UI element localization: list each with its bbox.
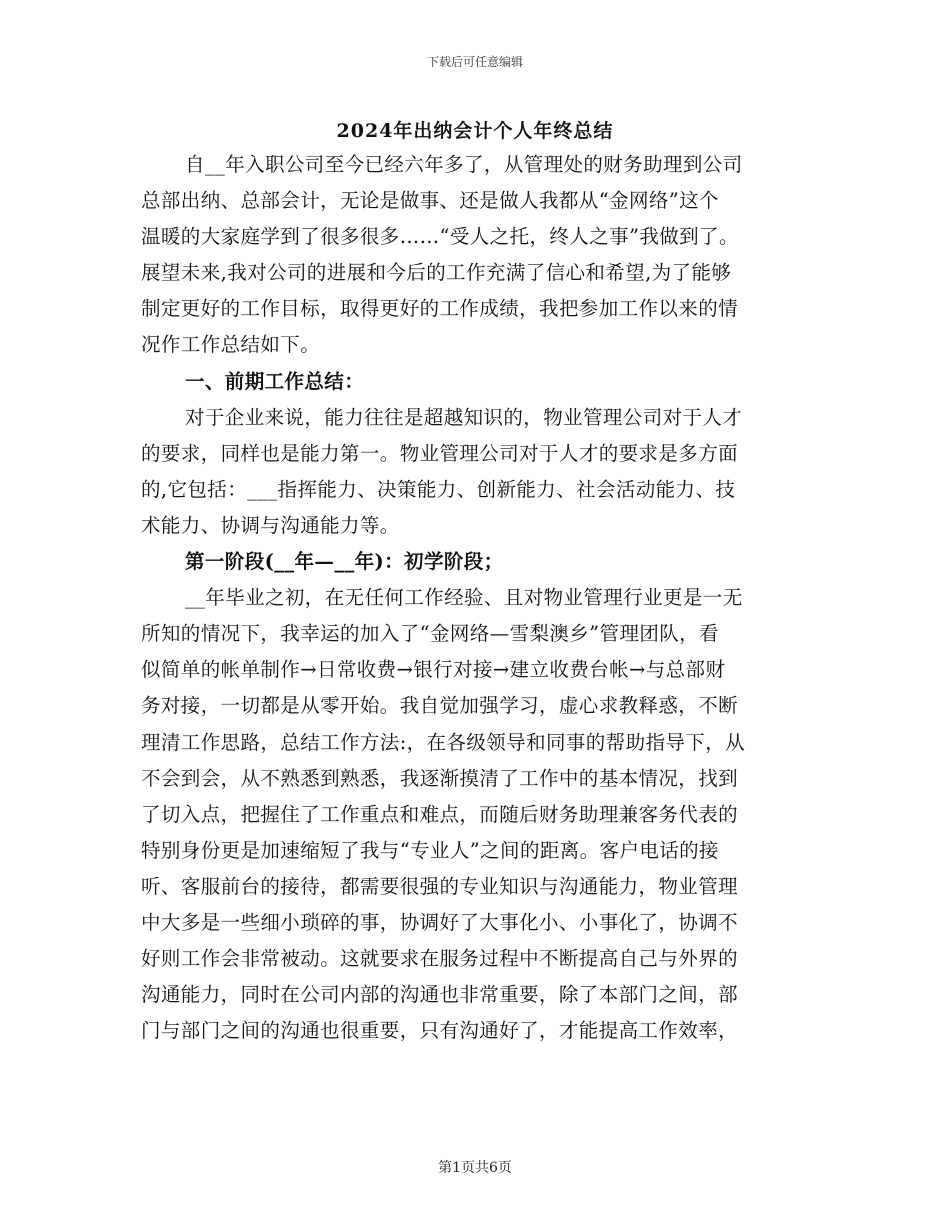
document-title: 2024年出纳会计个人年终总结 <box>336 120 614 142</box>
paragraph-line: 务对接，一切都是从零开始。我自觉加强学习，虚心求教释惑，不断 <box>141 694 739 718</box>
header-note: 下载后可任意编辑 <box>426 55 523 69</box>
paragraph-line: 自__年入职公司至今已经六年多了，从管理处的财务助理到公司 <box>185 153 743 176</box>
paragraph-line: 沟通能力，同时在公司内部的沟通也非常重要，除了本部门之间，部 <box>141 983 739 1007</box>
paragraph-line: 听、客服前台的接待，都需要很强的专业知识与沟通能力，物业管理 <box>141 874 739 898</box>
paragraph-line: 门与部门之间的沟通也很重要，只有沟通好了，才能提高工作效率， <box>141 1019 739 1043</box>
paragraph-line: 中大多是一些细小琐碎的事，协调好了大事化小、小事化了，协调不 <box>141 910 739 934</box>
paragraph-line: 展望未来,我对公司的进展和今后的工作充满了信心和希望,为了能够 <box>141 261 732 285</box>
paragraph-line: 的要求，同样也是能力第一。物业管理公司对于人才的要求是多方面 <box>141 441 739 465</box>
paragraph-line: 所知的情况下，我幸运的加入了“金网络—雪梨澳乡”管理团队，看 <box>141 622 719 646</box>
paragraph-line: 好则工作会非常被动。这就要求在服务过程中不断提高自己与外界的 <box>141 947 739 971</box>
paragraph-line: 术能力、协调与沟通能力等。 <box>141 513 400 537</box>
section-heading: 一、前期工作总结： <box>185 369 365 393</box>
paragraph-line: 了切入点，把握住了工作重点和难点，而随后财务助理兼客务代表的 <box>141 802 739 826</box>
document-body <box>141 147 803 1049</box>
paragraph-line: 似简单的帐单制作→日常收费→银行对接→建立收费台帐→与总部财 <box>141 658 726 682</box>
paragraph-line: 况作工作总结如下。 <box>141 333 321 357</box>
paragraph-line: 不会到会，从不熟悉到熟悉，我逐渐摸清了工作中的基本情况，找到 <box>141 766 739 790</box>
paragraph-line: 理清工作思路，总结工作方法:，在各级领导和同事的帮助指导下，从 <box>141 730 745 754</box>
page-number-footer: 第1页共6页 <box>438 1160 512 1176</box>
stage-heading: 第一阶段(__年—__年)：初学阶段； <box>185 550 504 574</box>
paragraph-line: 对于企业来说，能力往往是超越知识的，物业管理公司对于人才 <box>185 405 743 429</box>
paragraph-line: 的,它包括：___指挥能力、决策能力、创新能力、社会活动能力、技 <box>141 477 736 501</box>
paragraph-line: 特别身份更是加速缩短了我与“专业人”之间的距离。客户电话的接 <box>141 838 719 862</box>
paragraph-line: __年毕业之初，在无任何工作经验、且对物业管理行业更是一无 <box>185 586 743 610</box>
paragraph-line: 温暖的大家庭学到了很多很多……“受人之托，终人之事”我做到了。 <box>141 225 739 249</box>
paragraph-line: 总部出纳、总部会计，无论是做事、还是做人我都从“金网络”这个 <box>141 189 719 213</box>
paragraph-line: 制定更好的工作目标，取得更好的工作成绩，我把参加工作以来的情 <box>141 297 739 321</box>
